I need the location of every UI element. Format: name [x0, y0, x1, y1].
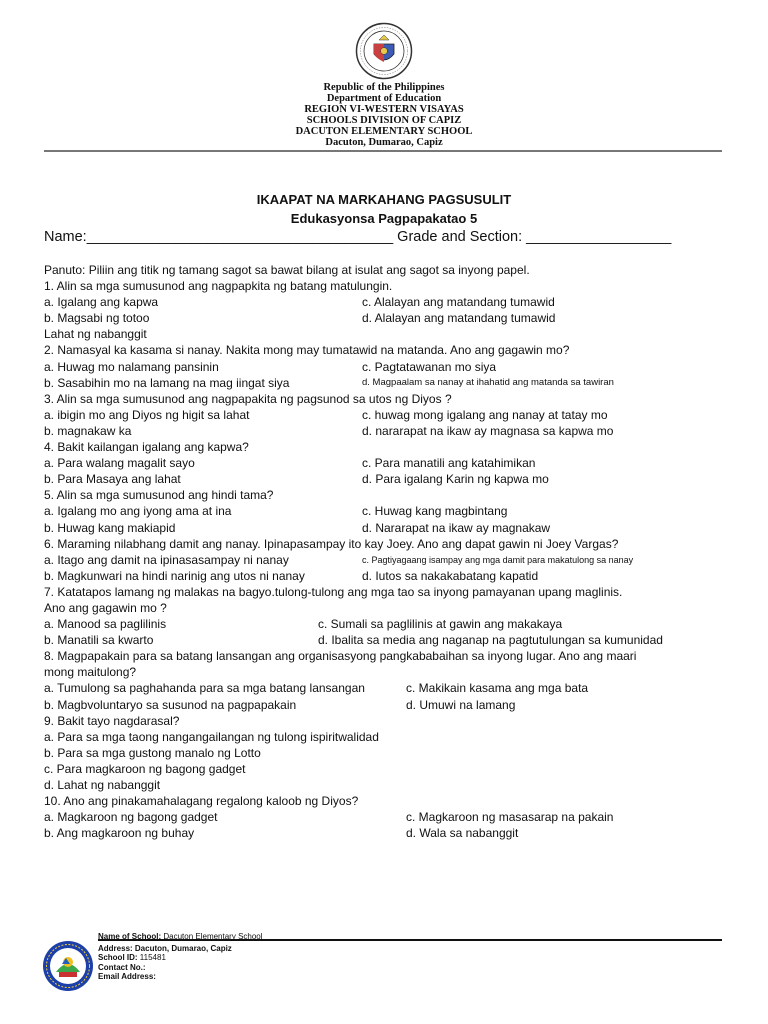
exam-title: IKAAPAT NA MARKAHANG PAGSUSULIT — [256, 192, 512, 207]
choice-a: a. Huwag mo nalamang pansinin — [44, 359, 219, 374]
footer-info — [98, 932, 263, 982]
choice-row — [44, 825, 734, 841]
header-divider — [44, 150, 722, 152]
choice-row — [44, 520, 734, 536]
choice-d: d. Para igalang Karin ng kapwa mo — [362, 472, 549, 487]
school-id-label: School ID: — [98, 953, 138, 963]
choice-row — [44, 423, 734, 439]
choice-b: b. Magbvoluntaryo sa susunod na pagpapakain — [44, 697, 297, 712]
choice-a: a. Tumulong sa paghahanda para sa mga batang lansangan — [44, 681, 365, 696]
question-8: 8. Magpapakain para sa batang lansangan ang organisasyong pangkababaihan sa inyong lugar. Ano ang maari — [44, 649, 637, 664]
contact-label: Contact No.: — [98, 962, 146, 972]
letterhead-line: DACUTON ELEMENTARY SCHOOL — [295, 126, 473, 137]
choice-a: a. ibigin mo ang Diyos ng higit sa lahat — [44, 407, 250, 422]
choice-c: c. Alalayan ang matandang tumawid — [362, 295, 555, 310]
school-name-value: Dacuton Elementary School — [163, 932, 263, 941]
choice-row — [44, 568, 734, 584]
school-id-value: 115481 — [139, 953, 166, 963]
instructions: Panuto: Piliin ang titik ng tamang sagot sa bawat bilang at isulat ang sagot sa inyong papel. — [44, 263, 530, 277]
choice-a: a. Manood sa paglilinis — [44, 617, 167, 632]
choice-b: b. Sasabihin mo na lamang na mag iingat siya — [44, 375, 290, 390]
choice-a: a. Igalang mo ang iyong ama at ina — [44, 504, 232, 519]
school-logo-icon — [42, 940, 94, 992]
choice-d: d. Nararapat na ikaw ay magnakaw — [362, 520, 551, 535]
exam-subject: Edukasyonsa Pagpapakatao 5 — [290, 211, 478, 226]
choice-d: d. Alalayan ang matandang tumawid — [362, 311, 556, 326]
choice-a: a. Para sa mga taong nangangailangan ng tulong ispiritwalidad — [44, 729, 379, 744]
choice-row — [44, 632, 734, 648]
choice-d: d. Magpaalam sa nanay at ihahatid ang matanda sa tawiran — [362, 376, 614, 388]
choice-c: c. Pagtiyagaang isampay ang mga damit para makatulong sa nanay — [362, 554, 634, 565]
choice-row — [44, 503, 734, 519]
choice-row — [44, 471, 734, 487]
choice-c: c. huwag mong igalang ang nanay at tatay mo — [362, 407, 608, 422]
choice-c: c. Para magkaroon ng bagong gadget — [44, 761, 246, 776]
choice-row — [44, 359, 734, 375]
choice-row — [44, 375, 734, 391]
choice-a: a. Itago ang damit na ipinasasampay ni nanay — [44, 552, 289, 567]
school-name-label: Name of School: — [98, 932, 162, 941]
choice-b: b. Para sa mga gustong manalo ng Lotto — [44, 745, 261, 760]
choice-b: b. Magkunwari na hindi narinig ang utos ni nanay — [44, 568, 305, 583]
school-address: Address: Dacuton, Dumarao, Capiz — [98, 943, 232, 953]
choice-c: c. Magkaroon ng masasarap na pakain — [406, 810, 614, 825]
choice-a: a. Magkaroon ng bagong gadget — [44, 810, 218, 825]
choice-b: b. Magsabi ng totoo — [44, 311, 150, 326]
choice-d: d. Umuwi na lamang — [406, 697, 516, 712]
question-1: 1. Alin sa mga sumusunod ang nagpapkita ng batang matulungin. — [44, 279, 393, 294]
email-label: Email Address: — [98, 972, 156, 982]
choice-d: d. Iutos sa nakakabatang kapatid — [362, 568, 539, 583]
choice-c: c. Para manatili ang katahimikan — [362, 456, 536, 471]
letterhead-line: Department of Education — [326, 93, 442, 104]
letterhead-line: Republic of the Philippines — [323, 82, 445, 93]
choice-c: c. Sumali sa paglilinis at gawin ang makakaya — [318, 617, 563, 632]
choice-b: b. Ang magkaroon ng buhay — [44, 826, 195, 841]
choice-c: c. Makikain kasama ang mga bata — [406, 681, 589, 696]
choice-b: b. magnakaw ka — [44, 423, 132, 438]
choice-c: c. Pagtatawanan mo siya — [362, 359, 497, 374]
choice-row — [44, 616, 734, 632]
choice-row — [44, 455, 734, 471]
question-4: 4. Bakit kailangan igalang ang kapwa? — [44, 440, 249, 455]
letterhead-line: REGION VI-WESTERN VISAYAS — [304, 104, 464, 115]
letterhead-line: SCHOOLS DIVISION OF CAPIZ — [306, 115, 462, 126]
question-2: 2. Namasyal ka kasama si nanay. Nakita mong may tumatawid na matanda. Ano ang gagawin mo? — [44, 343, 570, 358]
question-9: 9. Bakit tayo nagdarasal? — [44, 713, 180, 728]
exam-body — [44, 262, 734, 841]
question-5: 5. Alin sa mga sumusunod ang hindi tama? — [44, 488, 274, 503]
choice-extra: Lahat ng nabanggit — [44, 327, 147, 342]
choice-row — [44, 697, 734, 713]
choice-a: a. Para walang magalit sayo — [44, 456, 195, 471]
choice-row — [44, 552, 734, 568]
choice-b: b. Huwag kang makiapid — [44, 520, 176, 535]
question-7-cont: Ano ang gagawin mo ? — [44, 600, 167, 615]
deped-seal-icon — [355, 22, 413, 80]
question-7: 7. Katatapos lamang ng malakas na bagyo.tulong-tulong ang mga tao sa inyong pamayanan upang maglinis. — [44, 584, 623, 599]
letterhead-line: Dacuton, Dumarao, Capiz — [325, 137, 443, 148]
choice-row — [44, 809, 734, 825]
choice-b: b. Para Masaya ang lahat — [44, 472, 181, 487]
choice-row — [44, 294, 734, 310]
choice-a: a. Igalang ang kapwa — [44, 295, 159, 310]
choice-d: d. nararapat na ikaw ay magnasa sa kapwa mo — [362, 423, 614, 438]
choice-d: d. Wala sa nabanggit — [406, 826, 519, 841]
question-8-cont: mong maitulong? — [44, 665, 137, 680]
choice-row — [44, 680, 734, 696]
choice-row — [44, 407, 734, 423]
choice-c: c. Huwag kang magbintang — [362, 504, 508, 519]
letterhead — [0, 82, 768, 148]
question-6: 6. Maraming nilabhang damit ang nanay. Ipinapasampay ito kay Joey. Ano ang dapat gawin ni Joey Vargas? — [44, 536, 619, 551]
choice-d: d. Lahat ng nabanggit — [44, 778, 161, 792]
choice-row — [44, 310, 734, 326]
question-3: 3. Alin sa mga sumusunod ang nagpapakita ng pagsunod sa utos ng Diyos ? — [44, 391, 452, 406]
choice-d: d. Ibalita sa media ang naganap na pagtutulungan sa kumunidad — [318, 633, 663, 648]
name-grade-line: Name:______________________________________ Grade and Section: __________________ — [44, 229, 672, 245]
choice-b: b. Manatili sa kwarto — [44, 633, 154, 648]
question-10: 10. Ano ang pinakamahalagang regalong kaloob ng Diyos? — [44, 794, 359, 809]
